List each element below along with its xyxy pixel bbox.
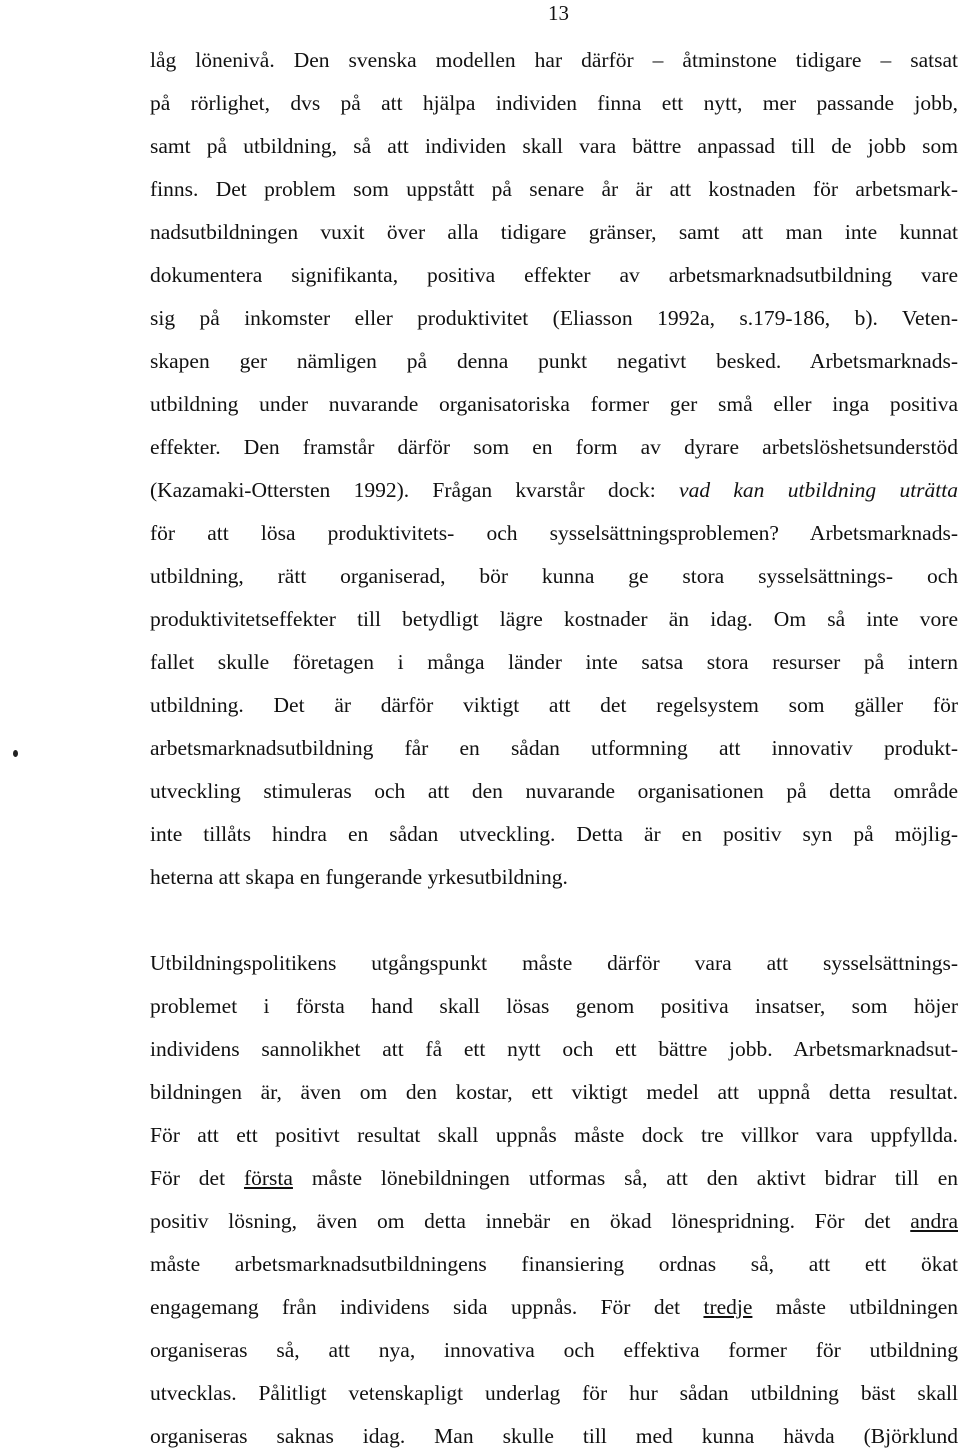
text-line: För att ett positivt resultat skall uppnås måste dock tre villkor vara uppfyllda.: [150, 1123, 958, 1147]
text-line: skapen ger nämligen på denna punkt negativt besked. Arbetsmarknads-: [150, 349, 958, 373]
text-line: organiseras så, att nya, innovativa och effektiva former för utbildning: [150, 1338, 958, 1362]
text-line: [150, 476, 958, 504]
underlined-word: tredje: [703, 1295, 753, 1319]
text-span: (Kazamaki-Ottersten 1992). Frågan kvarstår dock:: [150, 478, 680, 502]
underlined-word: första: [243, 1166, 293, 1190]
text-line: låg lönenivå. Den svenska modellen har därför – åtminstone tidigare – satsat: [150, 48, 958, 72]
text-line: dokumentera signifikanta, positiva effekter av arbetsmarknadsutbildning vare: [150, 263, 958, 287]
text-span: måste lönebildningen utformas så, att den aktivt bidrar till en: [311, 1166, 958, 1190]
text-span: engagemang från individens sida uppnås. För det: [150, 1295, 704, 1319]
text-line: problemet i första hand skall lösas genom positiva insatser, som höjer: [150, 994, 958, 1018]
text-line: måste arbetsmarknadsutbildningens finansiering ordnas så, att ett ökat: [150, 1252, 958, 1276]
text-line: arbetsmarknadsutbildning får en sådan utformning att innovativ produkt-: [150, 736, 958, 760]
text-line: organiseras saknas idag. Man skulle till med kunna hävda (Björklund: [150, 1424, 958, 1448]
text-line: [150, 1207, 958, 1235]
underlined-word: andra: [910, 1209, 958, 1233]
text-line: individens sannolikhet att få ett nytt och ett bättre jobb. Arbetsmarknadsut-: [150, 1037, 958, 1061]
text-span: positiv lösning, även om detta innebär en ökad lönespridning. För det: [150, 1209, 911, 1233]
text-line: bildningen är, även om den kostar, ett viktigt medel att uppnå detta resultat.: [150, 1080, 958, 1104]
text-line: för att lösa produktivitets- och sysselsättningsproblemen? Arbetsmarknads-: [150, 521, 958, 545]
text-line: utveckling stimuleras och att den nuvarande organisationen på detta område: [150, 779, 958, 803]
text-line: fallet skulle företagen i många länder inte satsa stora resurser på intern: [150, 650, 958, 674]
text-line: inte tillåts hindra en sådan utveckling. Detta är en positiv syn på möjlig-: [150, 822, 958, 846]
text-line: [150, 1164, 958, 1192]
text-span: måste utbildningen: [752, 1295, 958, 1319]
text-line: sig på inkomster eller produktivitet (Eliasson 1992a, s.179-186, b). Veten-: [150, 306, 958, 330]
page-number: 13: [548, 1, 569, 25]
text-line: på rörlighet, dvs på att hjälpa individen finna ett nytt, mer passande jobb,: [150, 91, 958, 115]
text-line: [150, 1293, 958, 1321]
text-line: finns. Det problem som uppstått på senare år är att kostnaden för arbetsmark-: [150, 177, 958, 201]
text-span: För det: [150, 1166, 244, 1190]
text-line: utbildning. Det är därför viktigt att det regelsystem som gäller för: [150, 693, 958, 717]
text-line: utvecklas. Pålitligt vetenskapligt underlag för hur sådan utbildning bäst skall: [150, 1381, 958, 1405]
text-line: utbildning under nuvarande organisatoriska former ger små eller inga positiva: [150, 392, 958, 416]
text-line: samt på utbildning, så att individen skall vara bättre anpassad till de jobb som: [150, 134, 958, 158]
text-line: Utbildningspolitikens utgångspunkt måste därför vara att sysselsättnings-: [150, 951, 958, 975]
text-line: nadsutbildningen vuxit över alla tidigare gränser, samt att man inte kunnat: [150, 220, 958, 244]
margin-speck: [13, 750, 18, 757]
text-line: effekter. Den framstår därför som en form av dyrare arbetslöshetsunderstöd: [150, 435, 958, 459]
text-line: utbildning, rätt organiserad, bör kunna ge stora sysselsättnings- och: [150, 564, 958, 588]
text-line: heterna att skapa en fungerande yrkesutbildning.: [150, 865, 568, 889]
text-line: produktivitetseffekter till betydligt lägre kostnader än idag. Om så inte vore: [150, 607, 958, 631]
italic-question: vad kan utbildning uträtta: [679, 478, 958, 502]
